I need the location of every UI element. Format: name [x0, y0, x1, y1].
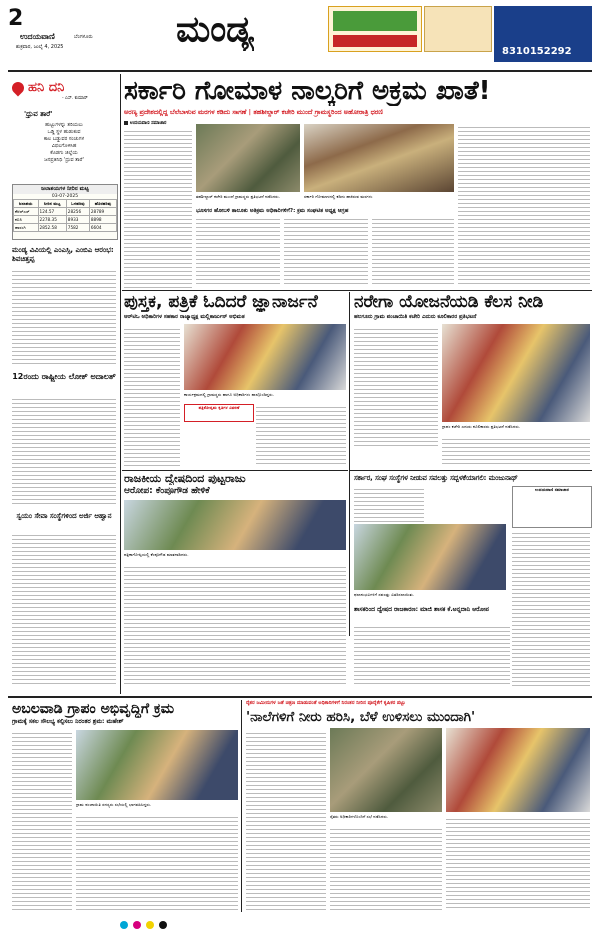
col-header: ನೀರಿನ ಮಟ್ಟ	[38, 200, 66, 208]
cell: 8898	[89, 216, 116, 224]
reservoir-title: ಜಲಾಶಯಗಳ ನೀರಿನ ಮಟ್ಟ	[13, 185, 117, 194]
honey-drop-icon	[10, 80, 27, 97]
cell: 124.57	[38, 208, 66, 216]
lead-quote: ಭೂಸಗರ ಹೋಬಳಿ ತಾಲೂಕು ಅತಿಕ್ರಮ ಅಧಿಕಾರಿಗಳಿಗೆ?: ಕ್ರಮ ಸಂಘಟಿತ ಅಧ್ಯಕ್ಷ ಆಗ್ರಹ	[196, 208, 349, 214]
sidebar-story3-headline: ಸ್ವಯಂ ಸೇವಾ ಸಂಸ್ಥೆಗಳಿಂದ ಅರ್ಜಿ ಆಹ್ವಾನ	[16, 512, 112, 520]
sidebar-logo	[12, 78, 116, 100]
paper-name: ಉದಯವಾಣಿ	[20, 32, 55, 41]
bottom-left-body-col2	[76, 814, 238, 910]
poem-line: ಒಡ್ಡಿ ಸ್ಥಳ ಹುಡುಕುವ	[47, 129, 81, 135]
nrega-body-col1	[354, 326, 438, 446]
section-rule	[8, 696, 592, 698]
ad-block-1	[328, 6, 422, 52]
bottom-left-photo	[76, 730, 238, 800]
lead-photo-2	[304, 124, 454, 192]
cell: ಕೆಆರ್‌ಎಸ್	[14, 208, 39, 216]
bottom-left-headline: ಅಬಲವಾಡಿ ಗ್ರಾಪಂ ಅಭಿವೃದ್ಧಿಗೆ ಕ್ರಮ	[12, 701, 175, 717]
date-line: ಶುಕ್ರವಾರ, ಜುಲೈ 4, 2025	[16, 44, 64, 50]
poem-line: ಹುಟ್ಟುಗಳನ್ನು ತರಿಯಲು	[45, 122, 83, 128]
poem-line: ಕಾಲ ಬಡ್ಡುವರ ಸಂಚುಗಳ	[43, 136, 85, 142]
lead-caption-1: ತಹಶೀಲ್ದಾರ್ ಕಚೇರಿ ಮುಂದೆ ಗ್ರಾಮಸ್ಥರು ಪ್ರತಿಭಟನೆ ನಡೆಸಿದರು.	[196, 194, 281, 199]
col-header: ಜಲಾಶಯ	[14, 200, 39, 208]
ad-block-3	[494, 6, 592, 62]
lead-body-col4	[372, 216, 454, 286]
section-rule	[350, 470, 592, 471]
bottom-right-body-col3	[446, 816, 590, 910]
page-header	[8, 6, 592, 72]
lead-body-col1	[124, 128, 192, 288]
bottom-right-body-col1	[246, 730, 326, 910]
nrega-body-col2	[442, 436, 590, 466]
bottom-left-body-col1	[12, 730, 72, 910]
bottom-right-kicker: ರೈತರ ಜಮೀನುಗಳ ಜತೆ ಚಿತ್ರಣ ಮಾಡುವಂತೆ ಅಧಿಕಾರಿಗಳಿಗೆ ನಿರಂತರ ನೀರಿನ ಪೂರೈಕೆಗೆ ಕೃಷಿಕರ ಪಟ್ಟು	[246, 700, 406, 706]
bottom-right-body-col2	[330, 826, 442, 910]
table-row	[14, 216, 117, 224]
cell: 6604	[89, 224, 116, 232]
manjunath-body-col2	[512, 530, 590, 686]
mla-body	[354, 624, 510, 686]
cell: 28256	[66, 208, 89, 216]
books-subhead: ಆರ್‌ಟಿಒ ಅಧಿಕಾರಿಗಳ ಸಹಕಾರ ರಾಜ್ಯಾಧ್ಯಕ್ಷ ಮಲ್ಲಿಕಾರ್ಜುನ್ ಅಭಿಮತ	[124, 314, 245, 320]
reservoir-box	[12, 184, 118, 240]
books-box-text: ಪತ್ರಿಕೋದ್ಯಮ ಕೃತಿಗಳ ವಿತರಣೆ	[198, 405, 240, 410]
ad-block-2	[424, 6, 492, 52]
manjunath-body-col1	[354, 486, 424, 522]
revenge-caption: ಪತ್ರಿಕಾಗೋಷ್ಠಿಯಲ್ಲಿ ಕೆಂಪೂಗೌಡ ಮಾತನಾಡಿದರು.	[124, 552, 189, 557]
sidebar-story3-body	[12, 532, 116, 684]
manjunath-headline: ಸರ್ಕಾರ, ಸಂಘ ಸಂಸ್ಥೆಗಳ ನೀಡುವ ಸವಲತ್ತು ಸದ್ಬಳಕೆಯಾಗಲಿ: ಮಂಜುನಾಥ್	[354, 474, 518, 482]
cell: 2852.58	[38, 224, 66, 232]
sidebar-story2-body	[12, 396, 116, 506]
lead-byline	[124, 120, 166, 126]
lead-headline: ಸರ್ಕಾರಿ ಗೋಮಾಳ ನಾಲ್ಕರಿಗೆ ಅಕ್ರಮ ಖಾತೆ!	[124, 76, 491, 106]
col-header: ಒಳಹರಿವು	[66, 200, 89, 208]
bottom-left-caption: ಗ್ರಾಮ ಪಂಚಾಯಿತಿ ಸದಸ್ಯರು ಸಭೆಯಲ್ಲಿ ಭಾಗವಹಿಸಿದ್ದರು.	[76, 802, 152, 807]
revenge-headline-2: ಆರೋಪ: ಕೆಂಪೂಗೌಡ ಹೇಳಿಕೆ	[124, 486, 210, 496]
cell: ಕಬಿನಿ	[14, 216, 39, 224]
poem-line: ಜನಪ್ರತಿನಿಧಿ 'ಧ್ರುವ ತಾರೆ'	[44, 157, 84, 163]
lead-caption-2: ಸರ್ಕಾರಿ ಗೋಮಾಳದಲ್ಲಿ ಕಡಿದು ಹಾಕಿರುವ ಮರಗಳು	[304, 194, 373, 199]
sidebar-story2-headline: 12ರಂದು ರಾಷ್ಟ್ರೀಯ ಲೋಕ್ ಅದಾಲತ್	[12, 372, 116, 381]
poem-line: ವಿಫಲಗೊಳಿಸಿಹ	[51, 143, 77, 149]
page-number: 2	[8, 6, 24, 31]
lead-subhead: ಅರಣ್ಯ ಪ್ರದೇಶದಲ್ಲಿದ್ದ ಬೆಲೆಬಾಳುವ ಮರಗಳ ಕಡಿದು ಸಾಗಣೆ | ತಹಶೀಲ್ದಾರ್ ಕಚೇರಿ ಮುಂದೆ ಗ್ರಾಮಸ್ಥರಿಂದ ಅಹೋರಾತ್ರಿ ಧರಣಿ	[124, 108, 383, 116]
books-body-col1	[124, 326, 180, 466]
books-headline: ಪುಸ್ತಕ, ಪತ್ರಿಕೆ ಓದಿದರೆ ಜ್ಞಾನಾರ್ಜನೆ	[124, 292, 318, 312]
revenge-photo	[124, 500, 346, 550]
nrega-subhead: ಹಲಗೂರು ಗ್ರಾಮ ಪಂಚಾಯಿತಿ ಕಚೇರಿ ಎದುರು ಕೂಲಿಕಾರರ ಪ್ರತಿಭಟನೆ	[354, 314, 477, 320]
books-body-col2	[256, 404, 346, 466]
nrega-caption: ಗ್ರಾಪಂ ಕಚೇರಿ ಎದುರು ಕೂಲಿಕಾರರು ಪ್ರತಿಭಟನೆ ನಡೆಸಿದರು.	[442, 424, 521, 429]
section-rule	[122, 290, 592, 291]
books-box	[184, 404, 254, 422]
mla-headline: ಶಾಸಕರಿಂದ ದ್ವೇಷದ ರಾಜಕಾರಣ: ಮಾಜಿ ಶಾಸಕ ಕೆ.ಅನ್ನದಾನಿ ಆರೋಪ	[354, 606, 489, 613]
manjunath-caption: ಫಲಾನುಭವಿಗಳಿಗೆ ಸವಲತ್ತು ವಿತರಿಸಲಾಯಿತು.	[354, 592, 415, 597]
poem-title: 'ಧ್ರುವ ತಾರೆ'	[24, 110, 53, 118]
byline-text: ಉದಯವಾಣಿ ಸಮಾಚಾರ	[130, 121, 167, 126]
sidebox-title: ಉದಯವಾಣಿ ಸಮಾಚಾರ	[535, 487, 569, 492]
lead-body-col2	[196, 216, 280, 286]
bottom-right-caption: ರೈತರು ಅಧಿಕಾರಿಗಳೊಂದಿಗೆ ಸಭೆ ನಡೆಸಿದರು.	[330, 814, 389, 819]
col-header: ಹೊರಹರಿವು	[89, 200, 116, 208]
cell: 8933	[66, 216, 89, 224]
lead-body-col3	[284, 216, 368, 286]
books-caption: ಕಾರ್ಯಕ್ರಮದಲ್ಲಿ ಗ್ರಾಮಸ್ಥರು ಹಾಗೂ ಅಧಿಕಾರಿಗಳು ಪಾಲ್ಗೊಂಡಿದ್ದರು.	[184, 392, 274, 397]
registration-marks	[120, 914, 500, 924]
bottom-right-photo	[330, 728, 442, 812]
header-rule	[8, 70, 592, 72]
logo-text: ಹನಿ ದನಿ	[28, 80, 65, 95]
manjunath-sidebox	[512, 486, 592, 528]
table-row	[14, 208, 117, 216]
sidebar-story1-body	[12, 268, 116, 364]
books-photo	[184, 324, 346, 390]
column-divider	[241, 700, 242, 912]
revenge-headline: ರಾಜಕೀಯ ದ್ವೇಷದಿಂದ ಪುಟ್ಟರಾಜು	[124, 472, 246, 485]
ad-phone: 8310152292	[502, 46, 572, 57]
section-rule	[122, 470, 348, 471]
column-divider	[349, 292, 350, 636]
cell: 2278.35	[38, 216, 66, 224]
reservoir-date: 03-07-2025	[51, 194, 79, 199]
bottom-right-photo-2	[446, 728, 590, 812]
cell: ಹಾರಂಗಿ	[14, 224, 39, 232]
bottom-left-subhead: ಗ್ರಾಮಕ್ಕೆ ಸಕಲ ಸೌಲಭ್ಯ ಕಲ್ಪಿಸಲು ನಿರಂತರ ಶ್ರಮ: ಮಹೇಶ್	[12, 718, 124, 725]
cell: 7582	[66, 224, 89, 232]
bottom-right-headline: 'ನಾಲೆಗಳಿಗೆ ನೀರು ಹರಿಸಿ, ಬೆಳೆ ಉಳಿಸಲು ಮುಂದಾಗಿ'	[246, 709, 476, 725]
table-row	[14, 224, 117, 232]
nrega-photo	[442, 324, 590, 422]
poem-lines	[12, 122, 116, 164]
revenge-body	[124, 564, 346, 684]
column-divider	[120, 74, 121, 694]
lead-photo-1	[196, 124, 300, 192]
lead-body-col5	[458, 124, 590, 286]
sidebar-story1-headline: ಮಂಡ್ಯ ವಿವಿಯಲ್ಲಿ ಎಂಎಸ್ಸಿ, ಎಂಬಿಎ ಆರಂಭ: ಶಿವಚಿತ್ತಪ್ಪ	[12, 246, 114, 263]
nrega-headline: ನರೇಗಾ ಯೋಜನೆಯಡಿ ಕೆಲಸ ನೀಡಿ	[354, 292, 544, 312]
poem-line: ಕೊಡಗು ಜಿಲ್ಲೆಯ	[50, 150, 78, 156]
city: ಬೆಂಗಳೂರು	[74, 34, 93, 40]
cell: 28789	[89, 208, 116, 216]
reservoir-table	[13, 199, 117, 232]
section-title: ಮಂಡ್ಯ	[176, 8, 255, 50]
manjunath-photo	[354, 524, 506, 590]
logo-sub: - ಎಸ್. ಕುಮಾರ್	[62, 96, 88, 101]
